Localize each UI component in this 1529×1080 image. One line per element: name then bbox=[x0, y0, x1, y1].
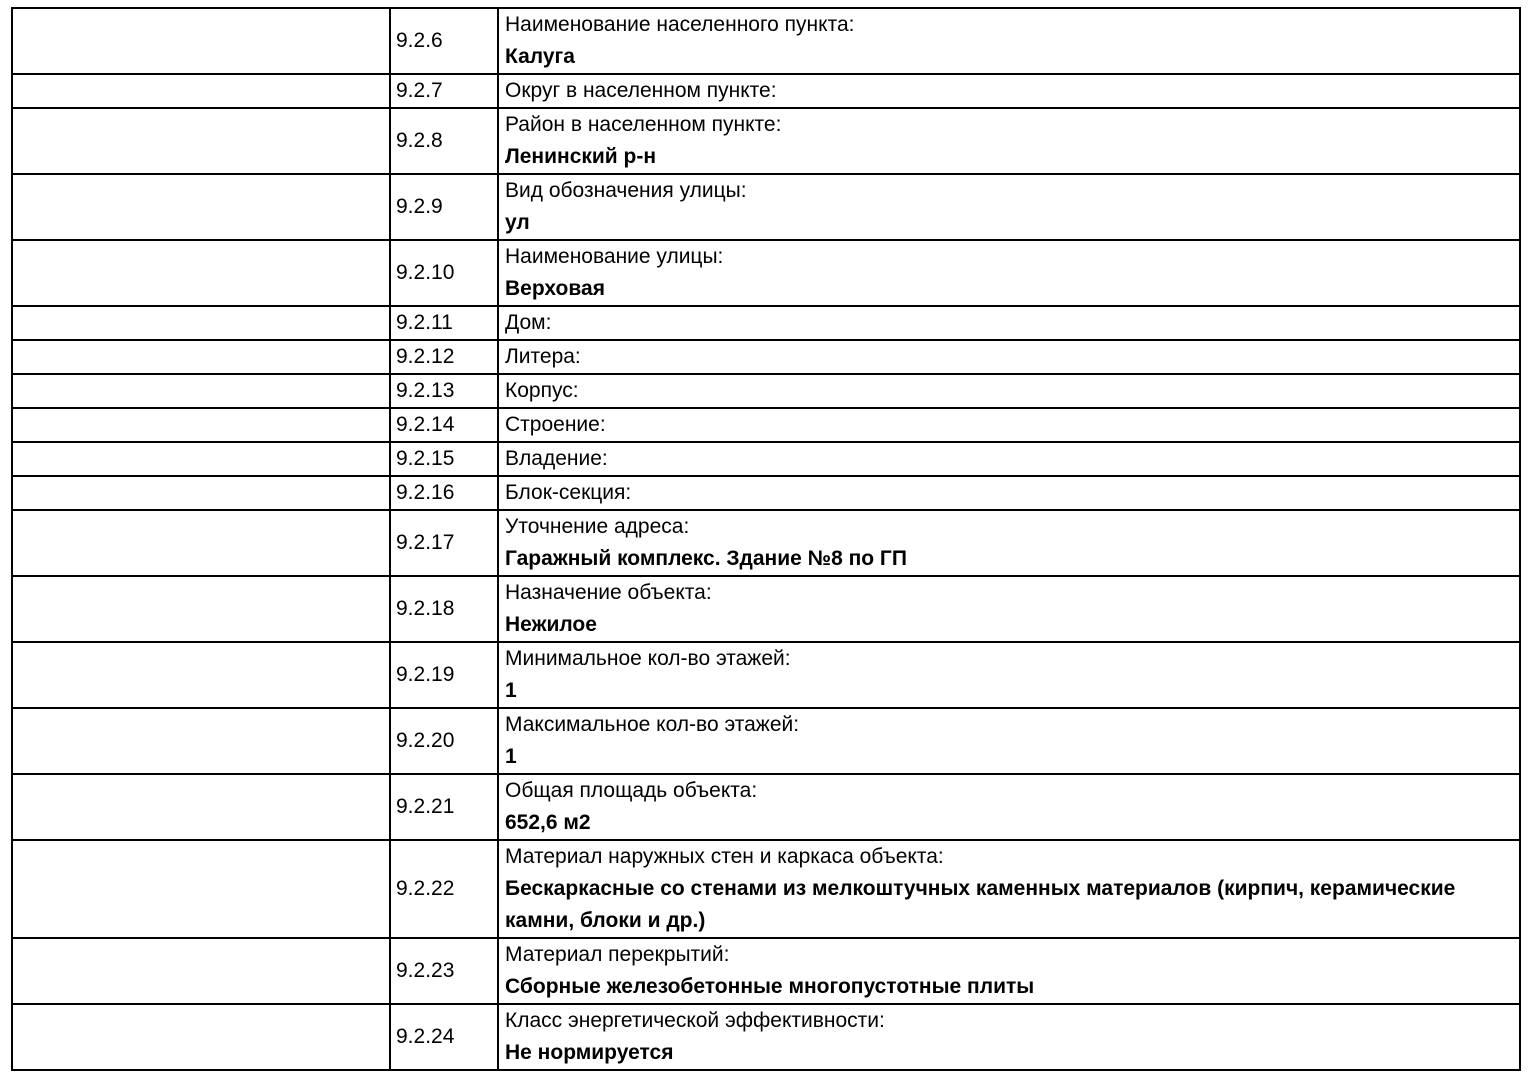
field-value: Верховая bbox=[505, 277, 605, 300]
table-row bbox=[12, 840, 1520, 938]
field-value: 652,6 м2 bbox=[505, 811, 591, 834]
field-label: Уточнение адреса: bbox=[505, 515, 690, 538]
table-row bbox=[12, 576, 1520, 642]
field-label: Назначение объекта: bbox=[505, 581, 712, 604]
row-number: 9.2.23 bbox=[390, 938, 498, 1004]
empty-cell bbox=[12, 74, 390, 108]
field-value: Бескаркасные со стенами из мелкоштучных каменных материалов (кирпич, керамические камни, блоки и др.) bbox=[505, 877, 1456, 932]
field-value: Нежилое bbox=[505, 613, 597, 636]
field-label: Владение: bbox=[505, 447, 608, 470]
attribute-cell bbox=[498, 510, 1520, 576]
empty-cell bbox=[12, 340, 390, 374]
empty-cell bbox=[12, 306, 390, 340]
table-row bbox=[12, 774, 1520, 840]
attribute-cell bbox=[498, 174, 1520, 240]
row-number: 9.2.10 bbox=[390, 240, 498, 306]
table-row bbox=[12, 442, 1520, 476]
table-row bbox=[12, 8, 1520, 74]
row-number: 9.2.24 bbox=[390, 1004, 498, 1070]
attribute-cell bbox=[498, 108, 1520, 174]
row-number: 9.2.21 bbox=[390, 774, 498, 840]
attribute-cell bbox=[498, 1004, 1520, 1070]
row-number: 9.2.14 bbox=[390, 408, 498, 442]
empty-cell bbox=[12, 240, 390, 306]
row-number: 9.2.8 bbox=[390, 108, 498, 174]
row-number: 9.2.20 bbox=[390, 708, 498, 774]
field-label: Материал наружных стен и каркаса объекта: bbox=[505, 845, 944, 868]
attribute-cell bbox=[498, 576, 1520, 642]
field-label: Округ в населенном пункте: bbox=[505, 79, 777, 102]
row-number: 9.2.9 bbox=[390, 174, 498, 240]
attribute-cell bbox=[498, 8, 1520, 74]
empty-cell bbox=[12, 774, 390, 840]
empty-cell bbox=[12, 8, 390, 74]
row-number: 9.2.19 bbox=[390, 642, 498, 708]
attribute-cell bbox=[498, 476, 1520, 510]
empty-cell bbox=[12, 708, 390, 774]
attribute-cell bbox=[498, 340, 1520, 374]
empty-cell bbox=[12, 476, 390, 510]
attribute-cell bbox=[498, 74, 1520, 108]
field-label: Литера: bbox=[505, 345, 581, 368]
field-label: Блок-секция: bbox=[505, 481, 632, 504]
field-label: Общая площадь объекта: bbox=[505, 779, 758, 802]
row-number: 9.2.7 bbox=[390, 74, 498, 108]
table-row bbox=[12, 938, 1520, 1004]
table-row bbox=[12, 408, 1520, 442]
field-value: 1 bbox=[505, 679, 517, 702]
row-number: 9.2.16 bbox=[390, 476, 498, 510]
empty-cell bbox=[12, 1004, 390, 1070]
table-row bbox=[12, 306, 1520, 340]
empty-cell bbox=[12, 108, 390, 174]
field-label: Район в населенном пункте: bbox=[505, 113, 782, 136]
empty-cell bbox=[12, 840, 390, 938]
field-label: Наименование улицы: bbox=[505, 245, 724, 268]
attribute-cell bbox=[498, 642, 1520, 708]
address-attributes-table bbox=[11, 7, 1521, 1071]
field-label: Минимальное кол-во этажей: bbox=[505, 647, 791, 670]
table-row bbox=[12, 1004, 1520, 1070]
field-label: Максимальное кол-во этажей: bbox=[505, 713, 800, 736]
field-value: Ленинский р-н bbox=[505, 145, 657, 168]
table-row bbox=[12, 510, 1520, 576]
empty-cell bbox=[12, 642, 390, 708]
empty-cell bbox=[12, 576, 390, 642]
row-number: 9.2.15 bbox=[390, 442, 498, 476]
table-row bbox=[12, 642, 1520, 708]
field-label: Материал перекрытий: bbox=[505, 943, 730, 966]
field-label: Наименование населенного пункта: bbox=[505, 13, 855, 36]
attribute-cell bbox=[498, 708, 1520, 774]
row-number: 9.2.12 bbox=[390, 340, 498, 374]
attribute-cell bbox=[498, 240, 1520, 306]
table-row bbox=[12, 374, 1520, 408]
row-number: 9.2.11 bbox=[390, 306, 498, 340]
empty-cell bbox=[12, 938, 390, 1004]
table-body bbox=[12, 8, 1520, 1070]
empty-cell bbox=[12, 408, 390, 442]
attribute-cell bbox=[498, 442, 1520, 476]
row-number: 9.2.22 bbox=[390, 840, 498, 938]
attribute-cell bbox=[498, 306, 1520, 340]
empty-cell bbox=[12, 510, 390, 576]
empty-cell bbox=[12, 442, 390, 476]
table-row bbox=[12, 476, 1520, 510]
field-label: Корпус: bbox=[505, 379, 579, 402]
field-label: Дом: bbox=[505, 311, 552, 334]
field-label: Вид обозначения улицы: bbox=[505, 179, 747, 202]
table-row bbox=[12, 708, 1520, 774]
attribute-cell bbox=[498, 374, 1520, 408]
field-value: ул bbox=[505, 211, 530, 234]
attribute-cell bbox=[498, 774, 1520, 840]
attribute-cell bbox=[498, 938, 1520, 1004]
empty-cell bbox=[12, 174, 390, 240]
field-label: Класс энергетической эффективности: bbox=[505, 1009, 885, 1032]
table-row bbox=[12, 74, 1520, 108]
row-number: 9.2.18 bbox=[390, 576, 498, 642]
field-value: Сборные железобетонные многопустотные плиты bbox=[505, 975, 1035, 998]
attribute-cell bbox=[498, 840, 1520, 938]
table-row bbox=[12, 340, 1520, 374]
table-row bbox=[12, 240, 1520, 306]
field-value: Калуга bbox=[505, 45, 575, 68]
row-number: 9.2.13 bbox=[390, 374, 498, 408]
field-value: 1 bbox=[505, 745, 517, 768]
field-label: Строение: bbox=[505, 413, 606, 436]
table-row bbox=[12, 108, 1520, 174]
table-row bbox=[12, 174, 1520, 240]
field-value: Не нормируется bbox=[505, 1041, 674, 1064]
field-value: Гаражный комплекс. Здание №8 по ГП bbox=[505, 547, 907, 570]
row-number: 9.2.6 bbox=[390, 8, 498, 74]
row-number: 9.2.17 bbox=[390, 510, 498, 576]
attribute-cell bbox=[498, 408, 1520, 442]
empty-cell bbox=[12, 374, 390, 408]
